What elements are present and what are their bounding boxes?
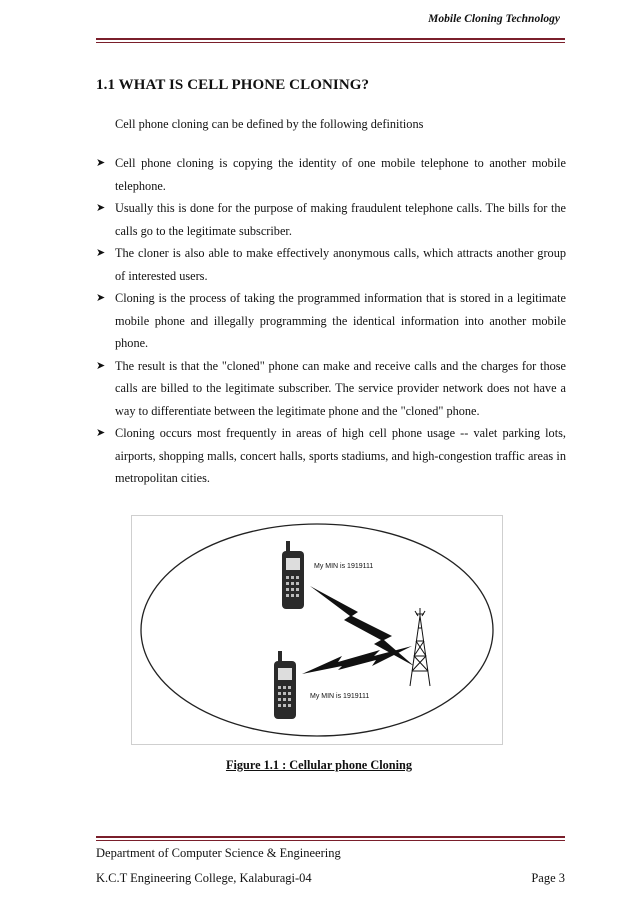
arrow-bullet-icon: ➤ [96,292,106,304]
phone-icon-cloned [274,651,296,719]
arrow-bullet-icon: ➤ [96,427,106,439]
lightning-bolt-icon [310,586,414,666]
phone-icon-legitimate [282,541,304,609]
figure-label-bottom: My MIN is 1919111 [310,693,370,700]
footer-rule [96,836,565,838]
arrow-bullet-icon: ➤ [96,359,106,372]
arrow-bullet-icon: ➤ [96,157,106,169]
bullet-list [96,152,566,490]
bullet-item: ➤ The result is that the "cloned" phone can make and receive calls and the charges for those calls are billed to the legitimate subscriber. The service provider network does not have a way to differentiate between the legitimate phone and the "cloned" phone. [96,355,566,423]
figure-caption: Figure 1.1 : Cellular phone Cloning [225,758,413,772]
cell-tower-icon [410,608,430,686]
arrow-bullet-icon: ➤ [96,247,106,259]
header-rule [96,38,565,40]
network-ellipse [141,524,493,736]
cloning-illustration [132,516,502,744]
running-header: Mobile Cloning Technology [428,13,560,25]
bullet-item: ➤ Cell phone cloning is copying the identity of one mobile telephone to another mobile telephone. [96,152,566,197]
footer-rule-thin [96,840,565,841]
footer-department: Department of Computer Science & Engineering [96,846,341,860]
bullet-item: ➤ Usually this is done for the purpose of making fraudulent telephone calls. The bills for the calls go to the legitimate subscriber. [96,197,566,242]
bullet-item: ➤ Cloning occurs most frequently in areas of high cell phone usage -- valet parking lots, airports, shopping malls, concert halls, sports stadiums, and high-congestion traffic areas in metropolitan cities. [96,422,566,490]
bullet-item: ➤ The cloner is also able to make effectively anonymous calls, which attracts another group of interested users. [96,242,566,287]
bullet-item: ➤ Cloning is the process of taking the programmed information that is stored in a legitimate mobile phone and illegally programming the identical information into another mobile phone. [96,287,566,355]
header-rule-thin [96,42,565,43]
section-intro: Cell phone cloning can be defined by the following definitions [115,117,424,131]
arrow-bullet-icon: ➤ [96,202,106,214]
section-title: 1.1 WHAT IS CELL PHONE CLONING? [96,77,370,93]
page-number: Page 3 [531,871,565,885]
footer-college: K.C.T Engineering College, Kalaburagi-04 [96,871,312,885]
figure-label-top: My MIN is 1919111 [314,563,374,570]
figure-cloning-diagram [131,515,503,745]
